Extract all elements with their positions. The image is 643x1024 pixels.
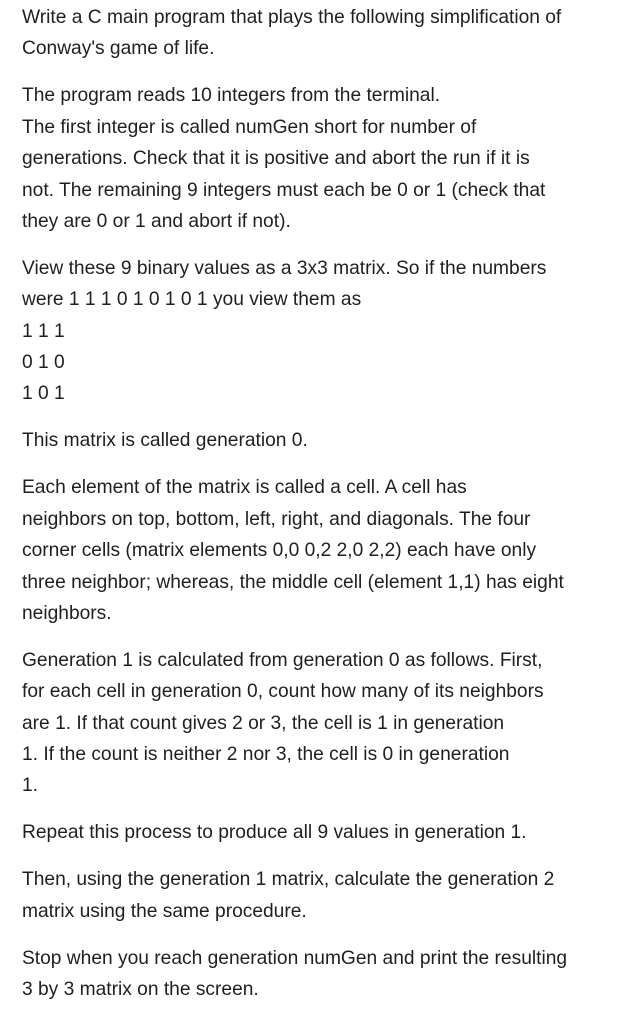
text-line: 3 by 3 matrix on the screen. bbox=[22, 978, 259, 1000]
matrix-row: 1 0 1 bbox=[22, 383, 65, 405]
paragraph-generation-rule bbox=[22, 645, 621, 802]
text-line: not. The remaining 9 integers must each be 0 or 1 (check that bbox=[22, 179, 546, 201]
text-line: The program reads 10 integers from the terminal. bbox=[22, 85, 441, 107]
text-line: neighbors on top, bottom, left, right, and diagonals. The four bbox=[22, 508, 531, 530]
text-line: three neighbor; whereas, the middle cell (element 1,1) has eight bbox=[22, 571, 564, 593]
paragraph-stop bbox=[22, 943, 621, 1006]
text-line: 1. bbox=[22, 775, 39, 797]
paragraph-intro bbox=[22, 2, 621, 65]
paragraph-repeat bbox=[22, 817, 621, 848]
paragraph-matrix-view bbox=[22, 253, 621, 410]
text-line: neighbors. bbox=[22, 602, 112, 624]
text-line: Conway's game of life. bbox=[22, 38, 215, 60]
matrix-row: 0 1 0 bbox=[22, 352, 65, 374]
text-line: View these 9 binary values as a 3x3 matrix. So if the numbers bbox=[22, 257, 547, 279]
text-line: are 1. If that count gives 2 or 3, the cell is 1 in generation bbox=[22, 712, 505, 734]
text-line: for each cell in generation 0, count how many of its neighbors bbox=[22, 681, 544, 703]
text-line: corner cells (matrix elements 0,0 0,2 2,0 2,2) each have only bbox=[22, 540, 537, 562]
text-line: they are 0 or 1 and abort if not). bbox=[22, 210, 291, 232]
text-line: This matrix is called generation 0. bbox=[22, 430, 308, 452]
paragraph-neighbors bbox=[22, 472, 621, 629]
text-line: Generation 1 is calculated from generation 0 as follows. First, bbox=[22, 649, 543, 671]
text-line: The first integer is called numGen short for number of bbox=[22, 116, 477, 138]
text-line: 1. If the count is neither 2 nor 3, the cell is 0 in generation bbox=[22, 744, 510, 766]
text-line: matrix using the same procedure. bbox=[22, 900, 307, 922]
paragraph-generation-zero bbox=[22, 425, 621, 456]
text-line: Write a C main program that plays the following simplification of bbox=[22, 7, 562, 28]
text-line: Repeat this process to produce all 9 values in generation 1. bbox=[22, 822, 527, 844]
paragraph-next-generation bbox=[22, 864, 621, 927]
matrix-row: 1 1 1 bbox=[22, 320, 65, 342]
text-line: generations. Check that it is positive and abort the run if it is bbox=[22, 148, 530, 170]
text-line: Each element of the matrix is called a cell. A cell has bbox=[22, 477, 467, 499]
text-line: Then, using the generation 1 matrix, calculate the generation 2 bbox=[22, 869, 555, 891]
paragraph-input-spec bbox=[22, 80, 621, 237]
text-line: Stop when you reach generation numGen and print the resulting bbox=[22, 947, 568, 969]
text-line: were 1 1 1 0 1 0 1 0 1 you view them as bbox=[22, 289, 362, 311]
